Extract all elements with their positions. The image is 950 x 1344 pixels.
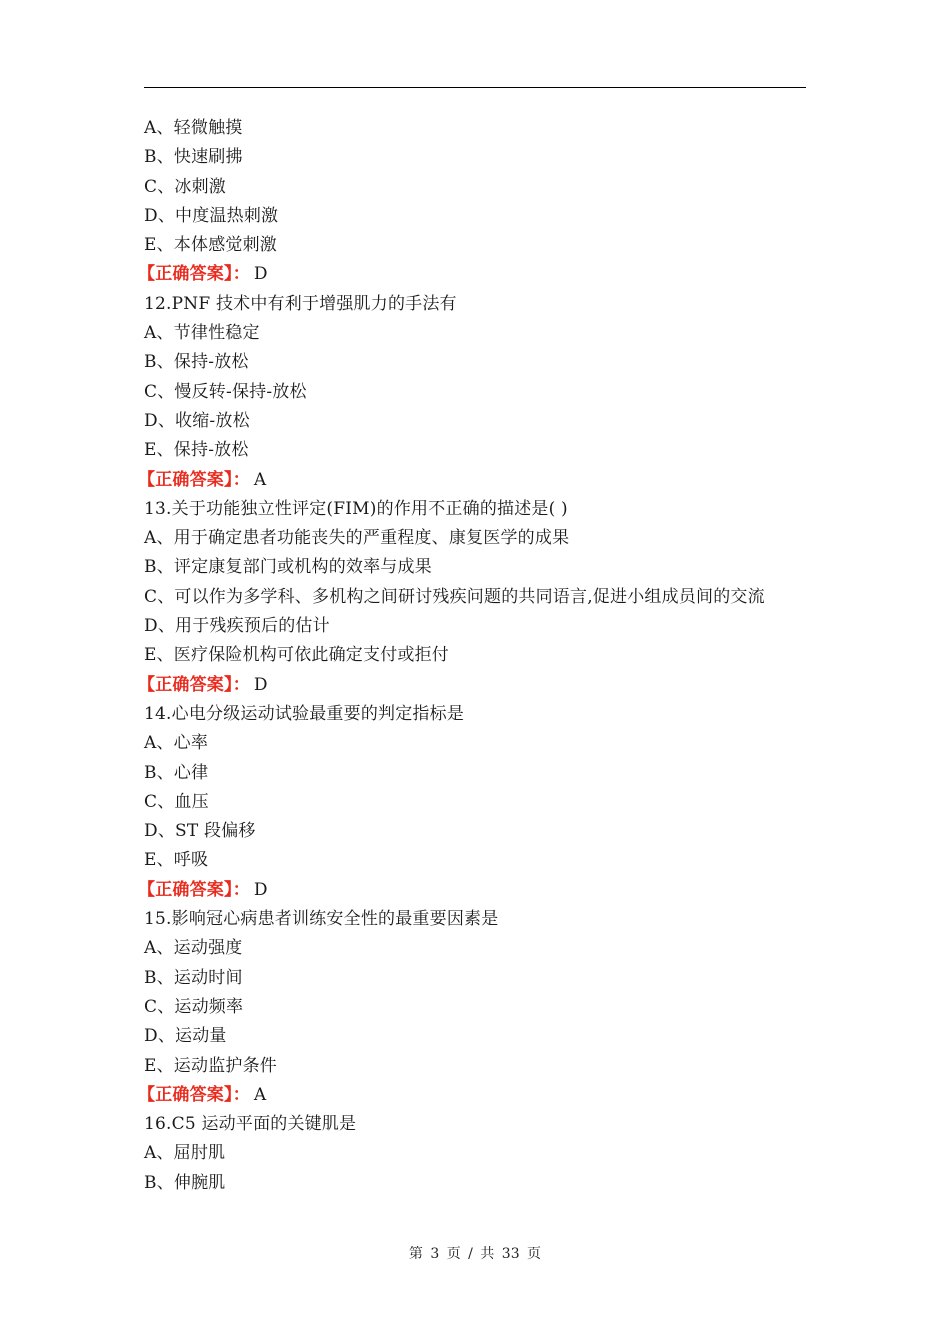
option-text: D、ST 段偏移: [144, 821, 256, 842]
option-text: E、本体感觉刺激: [144, 235, 278, 256]
answer-line: [138, 876, 806, 905]
option-text: C、冰刺激: [144, 176, 227, 197]
option-text: D、用于残疾预后的估计: [144, 616, 330, 637]
page-footer: 第 3 页 / 共 33 页: [408, 1246, 542, 1262]
option-text: D、收缩-放松: [144, 410, 250, 431]
answer-value: D: [253, 674, 268, 695]
answer-value: D: [253, 264, 268, 285]
option-text: A、运动强度: [144, 938, 243, 959]
option-text: D、中度温热刺激: [144, 205, 279, 226]
answer-line: [138, 466, 806, 495]
option-text: C、慢反转-保持-放松: [144, 381, 307, 402]
option-text: E、保持-放松: [144, 440, 249, 461]
option-text: E、呼吸: [144, 850, 209, 871]
option-text: A、轻微触摸: [144, 118, 243, 138]
option-text: A、节律性稳定: [144, 323, 260, 344]
option-text: C、运动频率: [144, 996, 244, 1017]
option-text: B、快速刷拂: [144, 147, 243, 168]
answer-label: 【正确答案】：: [138, 469, 250, 490]
header-rule: [144, 87, 806, 88]
answer-label: 【正确答案】：: [138, 674, 250, 695]
question-text: 14.心电分级运动试验最重要的判定指标是: [144, 703, 465, 724]
answer-value: A: [253, 469, 267, 490]
option-text: B、心律: [144, 762, 209, 783]
option-text: B、运动时间: [144, 967, 243, 988]
question-text: 13.关于功能独立性评定(FIM)的作用不正确的描述是( ): [144, 498, 568, 519]
question-text: 12.PNF 技术中有利于增强肌力的手法有: [144, 293, 457, 314]
option-text: C、可以作为多学科、多机构之间研讨残疾问题的共同语言,促进小组成员间的交流: [144, 586, 765, 607]
option-text: C、血压: [144, 791, 209, 812]
option-text: A、屈肘肌: [144, 1143, 226, 1164]
option-text: B、评定康复部门或机构的效率与成果: [144, 557, 432, 578]
answer-line: [138, 260, 806, 289]
answer-line: [138, 1081, 806, 1110]
answer-label: 【正确答案】：: [138, 1084, 250, 1105]
option-text: A、用于确定患者功能丧失的严重程度、康复医学的成果: [144, 528, 570, 549]
option-text: A、心率: [144, 733, 209, 754]
question-text: 16.C5 运动平面的关键肌是: [144, 1114, 357, 1135]
option-text: D、运动量: [144, 1026, 227, 1047]
answer-value: D: [253, 879, 268, 900]
answer-label: 【正确答案】：: [138, 879, 250, 900]
document-body: [138, 114, 806, 1198]
option-text: B、保持-放松: [144, 352, 249, 373]
option-text: E、运动监护条件: [144, 1055, 278, 1076]
answer-value: A: [253, 1084, 267, 1105]
option-text: E、医疗保险机构可依此确定支付或拒付: [144, 645, 450, 666]
answer-label: 【正确答案】：: [138, 264, 250, 285]
option-text: B、伸腕肌: [144, 1172, 226, 1193]
question-text: 15.影响冠心病患者训练安全性的最重要因素是: [144, 909, 499, 930]
answer-line: [138, 671, 806, 700]
